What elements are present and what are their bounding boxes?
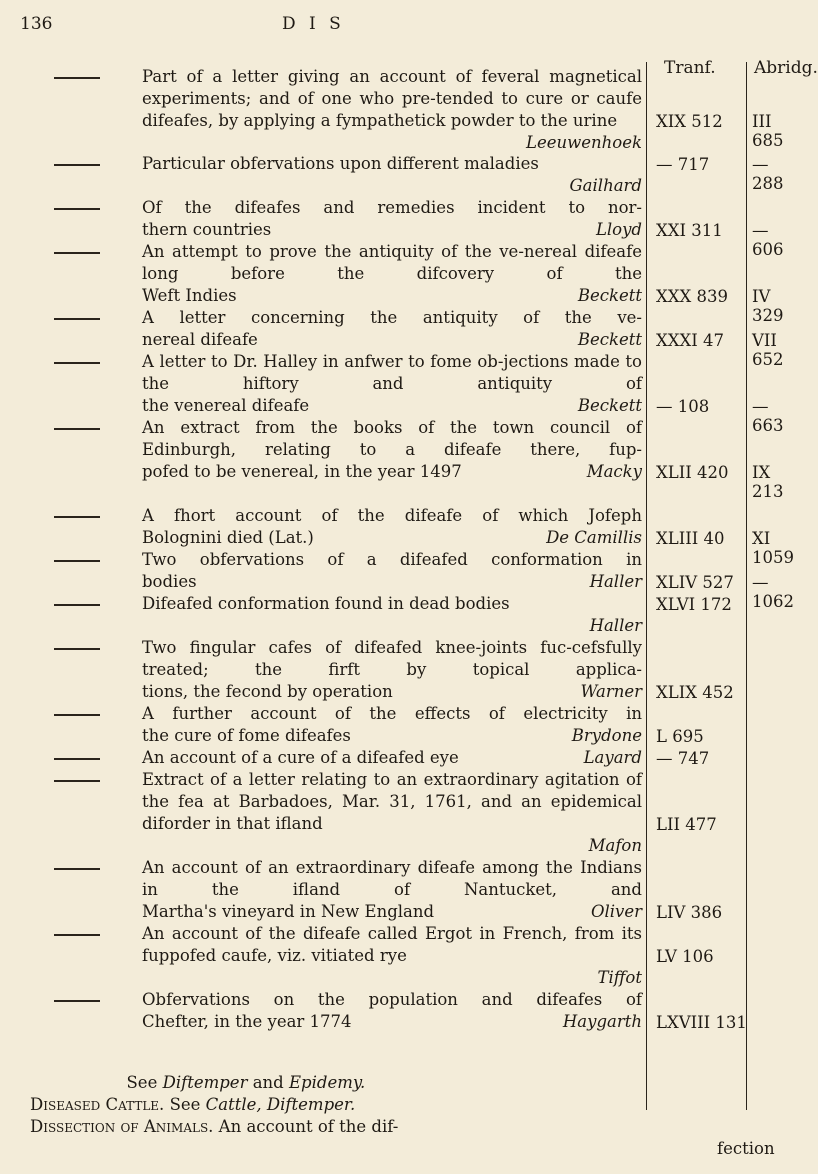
entry-author: Haller bbox=[589, 616, 642, 635]
index-entry bbox=[54, 747, 642, 769]
entry-dash bbox=[54, 252, 100, 254]
abridg-reference: IX 213 bbox=[752, 463, 784, 501]
abridg-reference: — 606 bbox=[752, 221, 784, 259]
entry-author-line bbox=[142, 835, 642, 857]
entry-author-line bbox=[142, 175, 642, 197]
entry-author: Beckett bbox=[577, 286, 642, 305]
entry-text: Extract of a letter relating to an extraordinary agitation of the fea at Barbadoes, Mar. 31, 1761, and an epidemical diforder in that ifland bbox=[142, 770, 642, 833]
entry-author: Brydone bbox=[571, 726, 642, 745]
see-line bbox=[30, 1072, 642, 1094]
entry-author: Mafon bbox=[588, 836, 642, 855]
entry-text: Difeafed conformation found in dead bodies bbox=[142, 594, 510, 613]
entry-text-tail: bodies bbox=[142, 572, 197, 591]
see-word: See bbox=[126, 1073, 158, 1092]
tranf-reference: XIX 512 bbox=[656, 112, 723, 131]
index-entry bbox=[54, 989, 642, 1033]
entry-author-line bbox=[142, 329, 642, 351]
abridg-reference: VII 652 bbox=[752, 331, 784, 369]
entry-author: Beckett bbox=[577, 330, 642, 349]
entry-text-tail: tions, the fecond by operation bbox=[142, 682, 393, 701]
index-entry bbox=[54, 505, 642, 549]
abridg-reference: III 685 bbox=[752, 112, 784, 150]
entry-author: Layard bbox=[583, 748, 642, 767]
entry-author-line bbox=[142, 681, 642, 703]
entry-author-line bbox=[142, 571, 642, 593]
tranf-column-header: Tranf. bbox=[664, 58, 716, 78]
abridg-reference: IV 329 bbox=[752, 287, 784, 325]
tranf-reference: XLIII 40 bbox=[656, 529, 725, 548]
column-rule-right bbox=[746, 62, 747, 1110]
tranf-reference: XXI 311 bbox=[656, 221, 723, 240]
abridg-reference: — 1062 bbox=[752, 573, 794, 611]
entry-author: Warner bbox=[580, 682, 642, 701]
entry-text-tail: the cure of fome difeafes bbox=[142, 726, 351, 745]
tranf-reference: LV 106 bbox=[656, 947, 714, 966]
entry-author-line bbox=[142, 219, 642, 241]
entry-author-line bbox=[142, 132, 642, 154]
column-rule-left bbox=[646, 62, 647, 1110]
tranf-reference: XXX 839 bbox=[656, 287, 728, 306]
dissection-heading: Dissection of Animals. bbox=[30, 1117, 214, 1136]
abridg-reference: — 288 bbox=[752, 155, 784, 193]
entry-text: Two fingular cafes of difeafed knee-joints fuc-cefsfully treated; the firft by topical applica- bbox=[142, 638, 642, 679]
tranf-reference: — 747 bbox=[656, 749, 710, 768]
entry-author-line bbox=[142, 461, 642, 483]
cross-ref-distemper: Diftemper. bbox=[266, 1095, 356, 1114]
entry-author: Haygarth bbox=[562, 1012, 642, 1031]
entry-author-line bbox=[142, 967, 642, 989]
entry-text: A further account of the effects of electricity in bbox=[142, 704, 642, 723]
tranf-reference: XLIX 452 bbox=[656, 683, 734, 702]
entry-dash bbox=[54, 934, 100, 936]
index-entry bbox=[54, 923, 642, 989]
page-number: 136 bbox=[20, 14, 53, 34]
index-entry bbox=[54, 351, 642, 417]
index-entry bbox=[54, 593, 642, 637]
see-word: See bbox=[169, 1095, 201, 1114]
entry-author: Macky bbox=[586, 462, 642, 481]
entry-author-line bbox=[142, 1011, 642, 1033]
entry-text-tail: Martha's vineyard in New England bbox=[142, 902, 435, 921]
index-entry bbox=[54, 857, 642, 923]
running-head: D I S bbox=[282, 14, 345, 34]
index-entry bbox=[54, 197, 642, 241]
entry-author: De Camillis bbox=[546, 528, 642, 547]
entry-text-tail: Chefter, in the year 1774 bbox=[142, 1012, 352, 1031]
tranf-reference: — 108 bbox=[656, 397, 710, 416]
entry-dash bbox=[54, 164, 100, 166]
entry-text: Particular obfervations upon different maladies bbox=[142, 154, 539, 173]
tranf-reference: — 717 bbox=[656, 155, 710, 174]
entry-text: Of the difeafes and remedies incident to nor- bbox=[142, 198, 642, 217]
entry-author: Tiffot bbox=[597, 968, 642, 987]
entry-dash bbox=[54, 1000, 100, 1002]
entry-author-line bbox=[142, 747, 642, 769]
abridg-column-header: Abridg. bbox=[754, 58, 818, 78]
entry-author: Gailhard bbox=[569, 176, 642, 195]
dissection-text: An account of the dif- bbox=[218, 1117, 399, 1136]
tranf-reference: XXXI 47 bbox=[656, 331, 724, 350]
entry-text-tail: An account of a cure of a difeafed eye bbox=[142, 748, 459, 767]
entry-dash bbox=[54, 648, 100, 650]
entry-author-line bbox=[142, 527, 642, 549]
index-entry bbox=[54, 307, 642, 351]
entry-text-tail: thern countries bbox=[142, 220, 272, 239]
entry-text: A fhort account of the difeafe of which Jofeph bbox=[142, 506, 642, 525]
entry-text: An extract from the books of the town council of Edinburgh, relating to a difeafe there, fup- bbox=[142, 418, 642, 459]
entry-author: Beckett bbox=[577, 396, 642, 415]
entry-text: A letter to Dr. Halley in anfwer to fome ob-jections made to the hiftory and antiquity of bbox=[142, 352, 642, 393]
abridg-reference: XI 1059 bbox=[752, 529, 794, 567]
abridg-reference: — 663 bbox=[752, 397, 784, 435]
entry-dash bbox=[54, 208, 100, 210]
entry-dash bbox=[54, 868, 100, 870]
entry-text: A letter concerning the antiquity of the ve- bbox=[142, 308, 642, 327]
diseased-cattle-heading: Diseased Cattle. bbox=[30, 1095, 165, 1114]
entry-text: Obfervations on the population and difeafes of bbox=[142, 990, 642, 1009]
entry-author-line bbox=[142, 615, 642, 637]
cross-ref-epidemy: Epidemy. bbox=[289, 1073, 366, 1092]
entry-text-tail: pofed to be venereal, in the year 1497 bbox=[142, 462, 462, 481]
entry-dash bbox=[54, 758, 100, 760]
tranf-reference: XLII 420 bbox=[656, 463, 729, 482]
entry-dash bbox=[54, 428, 100, 430]
index-entry bbox=[54, 153, 642, 197]
entry-author-line bbox=[142, 285, 642, 307]
entry-dash bbox=[54, 714, 100, 716]
entry-text-tail: the venereal difeafe bbox=[142, 396, 310, 415]
index-entry bbox=[54, 417, 642, 483]
index-entry bbox=[54, 66, 642, 154]
index-entry bbox=[54, 637, 642, 703]
tranf-reference: LXVIII 131 bbox=[656, 1013, 747, 1032]
catchword: fection bbox=[717, 1139, 775, 1158]
tranf-reference: L 695 bbox=[656, 727, 704, 746]
tranf-reference: XLVI 172 bbox=[656, 595, 732, 614]
index-entry bbox=[54, 241, 642, 307]
entry-author: Leeuwenhoek bbox=[526, 133, 642, 152]
entry-dash bbox=[54, 780, 100, 782]
index-entry bbox=[54, 549, 642, 593]
entry-author: Lloyd bbox=[595, 220, 642, 239]
index-entry bbox=[54, 769, 642, 857]
entry-text: An attempt to prove the antiquity of the ve-nereal difeafe long before the difcovery of the bbox=[142, 242, 642, 283]
tranf-reference: XLIV 527 bbox=[656, 573, 734, 592]
entry-author-line bbox=[142, 725, 642, 747]
index-entry bbox=[54, 703, 642, 747]
entry-dash bbox=[54, 604, 100, 606]
and-word: and bbox=[252, 1073, 284, 1092]
entry-author-line bbox=[142, 395, 642, 417]
entry-dash bbox=[54, 77, 100, 79]
entry-text: An account of an extraordinary difeafe among the Indians in the ifland of Nantucket, and bbox=[142, 858, 642, 899]
entry-dash bbox=[54, 560, 100, 562]
tranf-reference: LIV 386 bbox=[656, 903, 723, 922]
entry-author: Oliver bbox=[590, 902, 642, 921]
entry-text-tail: nereal difeafe bbox=[142, 330, 258, 349]
tranf-reference: LII 477 bbox=[656, 815, 717, 834]
entry-text: Part of a letter giving an account of feveral magnetical experiments; and of one who pre-tended to cure or caufe difeafes, by applying a fympathetick powder to the urine bbox=[142, 67, 642, 130]
entry-text-tail: Bolognini died (Lat.) bbox=[142, 528, 314, 547]
entry-text-tail: Weft Indies bbox=[142, 286, 237, 305]
diseased-cattle-line bbox=[30, 1094, 642, 1116]
entry-author: Haller bbox=[589, 572, 642, 591]
entry-text: An account of the difeafe called Ergot in French, from its fuppofed caufe, viz. vitiated rye bbox=[142, 924, 642, 965]
entry-dash bbox=[54, 516, 100, 518]
cross-ref-cattle: Cattle, bbox=[205, 1095, 262, 1114]
entry-text: Two obfervations of a difeafed conformation in bbox=[142, 550, 642, 569]
dissection-line bbox=[30, 1116, 642, 1138]
entry-author-line bbox=[142, 901, 642, 923]
entry-dash bbox=[54, 318, 100, 320]
entry-dash bbox=[54, 362, 100, 364]
cross-ref-distemper: Diftemper bbox=[162, 1073, 248, 1092]
